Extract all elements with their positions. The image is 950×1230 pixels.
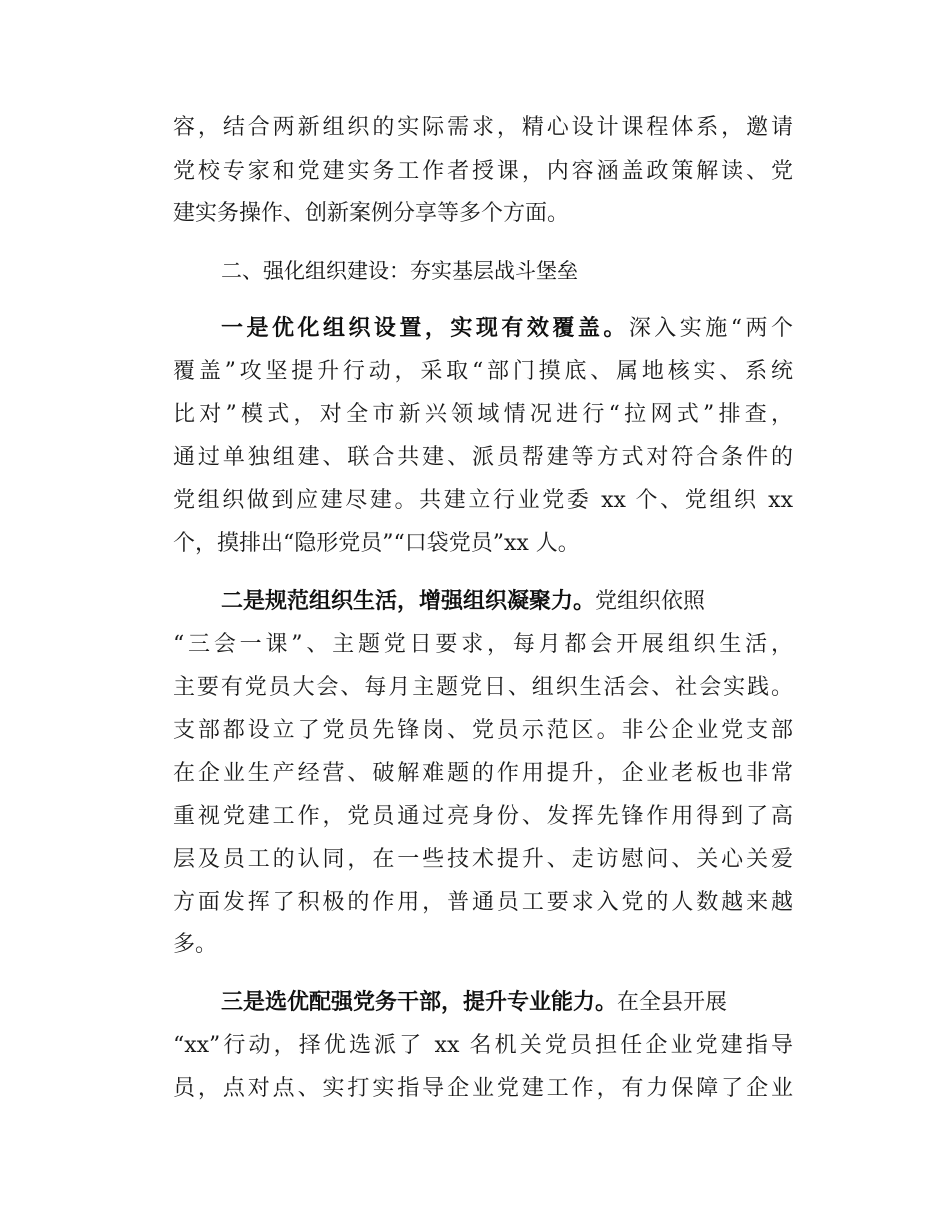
paragraph-1-line-4: 通过单独组建、联合共建、派员帮建等方式对符合条件的 (173, 445, 793, 470)
paragraph-2-line-2: “三会一课”、主题党日要求，每月都会开展组织生活， (173, 632, 793, 657)
paragraph-3-lead: 三是选优配强党务干部，提升专业能力。 (221, 990, 618, 1015)
paragraph-2-lead: 二是规范组织生活，增强组织凝聚力。 (221, 589, 596, 614)
intro-line-1: 容，结合两新组织的实际需求，精心设计课程体系，邀请 (173, 115, 793, 140)
paragraph-1-line-1 (221, 311, 793, 347)
paragraph-2-line-8: 方面发挥了积极的作用，普通员工要求入党的人数越来越 (173, 890, 793, 915)
paragraph-2-line-5: 在企业生产经营、破解难题的作用提升，企业老板也非常 (173, 761, 793, 786)
paragraph-2-line-1-rest: 党组织依照 (595, 589, 706, 614)
section-heading: 二、强化组织建设：夯实基层战斗堡垒 (221, 259, 578, 283)
paragraph-3-line-3: 员，点对点、实打实指导企业党建工作，有力保障了企业 (173, 1076, 793, 1101)
paragraph-1-lead: 一是优化组织设置，实现有效覆盖。 (221, 316, 629, 341)
paragraph-2-line-6: 重视党建工作，党员通过亮身份、发挥先锋作用得到了高 (173, 804, 793, 829)
intro-line-3: 建实务操作、创新案例分享等多个方面。 (173, 201, 570, 226)
paragraph-1-line-6: 个，摸排出“隐形党员”“口袋党员”xx 人。 (173, 531, 580, 556)
paragraph-3-line-2: “xx”行动，择优选派了 xx 名机关党员担任企业党建指导 (173, 1033, 793, 1058)
paragraph-2-line-3: 主要有党员大会、每月主题党日、组织生活会、社会实践。 (173, 675, 793, 700)
paragraph-2-line-7: 层及员工的认同，在一些技术提升、走访慰问、关心关爱 (173, 847, 793, 872)
paragraph-1-line-2: 覆盖”攻坚提升行动，采取“部门摸底、属地核实、系统 (173, 359, 793, 384)
paragraph-2-line-1 (221, 584, 793, 620)
paragraph-3-line-1-rest: 在全县开展 (617, 990, 728, 1015)
intro-line-2: 党校专家和党建实务工作者授课，内容涵盖政策解读、党 (173, 159, 793, 184)
paragraph-1-line-5: 党组织做到应建尽建。共建立行业党委 xx 个、党组织 xx (173, 488, 793, 513)
paragraph-2-line-4: 支部都设立了党员先锋岗、党员示范区。非公企业党支部 (173, 718, 793, 743)
paragraph-3-line-1 (221, 985, 793, 1021)
paragraph-1-line-1-rest: 深入实施“两个 (628, 316, 793, 341)
paragraph-2-line-9: 多。 (173, 932, 218, 957)
paragraph-1-line-3: 比对”模式，对全市新兴领域情况进行“拉网式”排查， (173, 402, 793, 427)
